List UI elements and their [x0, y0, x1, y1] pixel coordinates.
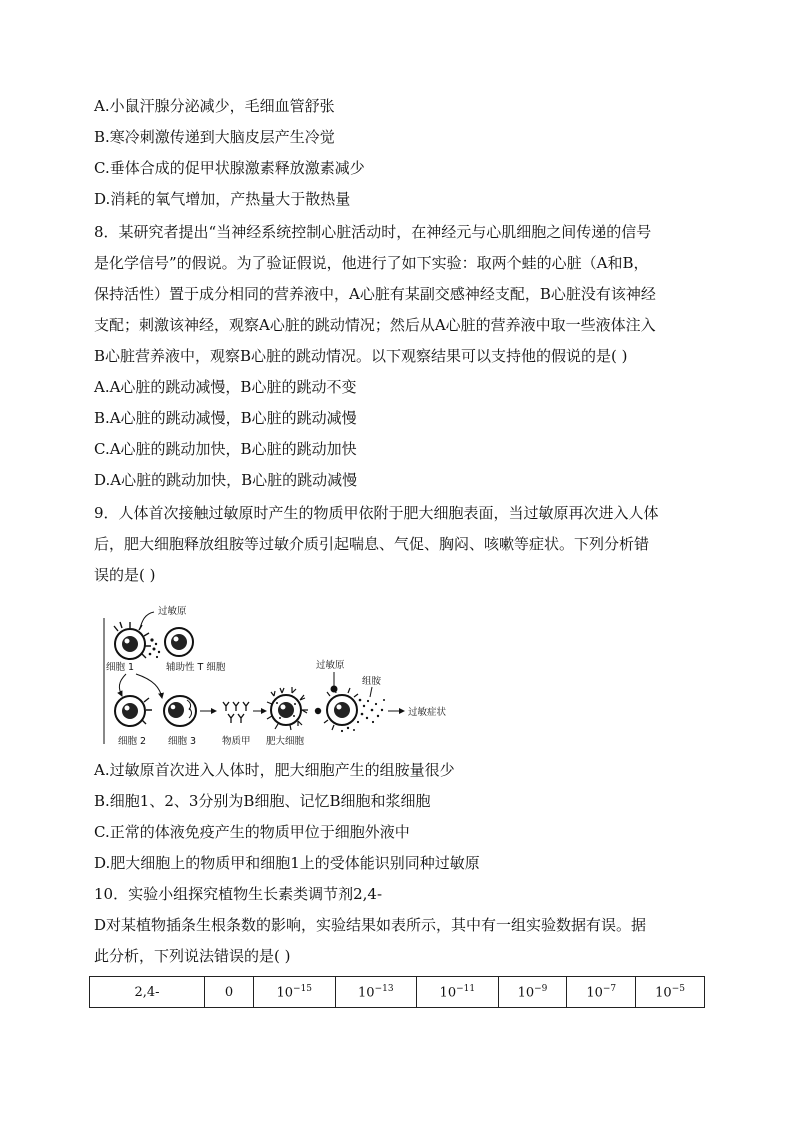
histamine-label: 组胺	[362, 676, 382, 687]
allergy-mechanism-figure	[96, 604, 510, 750]
cell-2-label: 细胞 2	[118, 736, 147, 747]
cell-1-label: 细胞 1	[106, 662, 135, 673]
table-cell: $10^{-13}$	[335, 977, 417, 1008]
substance-a-label: 物质甲	[222, 736, 251, 747]
q9-stem-line: 误的是( )	[94, 566, 156, 584]
q10-stem-line: 此分析，下列说法错误的是( )	[94, 947, 291, 965]
allergen-right-label: 过敏原	[316, 660, 345, 671]
q8-stem-line: B心脏营养液中，观察B心脏的跳动情况。以下观察结果可以支持他的假说的是( )	[94, 347, 628, 365]
symptom-label: 过敏症状	[408, 707, 447, 718]
allergen-particles	[149, 638, 161, 658]
q7-option-b: B.寒冷刺激传递到大脑皮层产生冷觉	[94, 128, 335, 146]
q7-option-a: A.小鼠汗腺分泌减少，毛细血管舒张	[94, 97, 335, 115]
allergen-particle-right	[331, 686, 338, 693]
q8-option-a: A.A心脏的跳动减慢，B心脏的跳动不变	[94, 378, 357, 396]
q8-stem-line: 保持活性）置于成分相同的营养液中，A心脏有某副交感神经支配，B心脏没有该神经	[94, 285, 656, 303]
q9-option-a: A.过敏原首次进入人体时，肥大细胞产生的组胺量很少	[94, 761, 455, 779]
helper-t-cell-drawing	[165, 628, 193, 656]
q8-stem-line: 8．某研究者提出“当神经系统控制心脏活动时，在神经元与心肌细胞之间传递的信号	[94, 223, 652, 241]
q9-option-d: D.肥大细胞上的物质甲和细胞1上的受体能识别同种过敏原	[94, 854, 480, 872]
table-cell: 0	[205, 977, 254, 1008]
table-cell: $10^{-11}$	[417, 977, 499, 1008]
q9-stem-line: 后，肥大细胞释放组胺等过敏介质引起喘息、气促、胸闷、咳嗽等症状。下列分析错	[94, 535, 650, 553]
substance-a-antibodies	[223, 702, 249, 723]
degranulating-mast-cell-drawing	[324, 688, 358, 730]
arrow-cell1-to-cell3	[136, 674, 162, 698]
allergen-top-label: 过敏原	[158, 606, 187, 617]
mast-cell-drawing	[267, 687, 308, 730]
allergen-particle-mid	[315, 708, 321, 714]
table-cell: $10^{-7}$	[567, 977, 636, 1008]
q10-results-table	[89, 976, 705, 1008]
q10-stem-line: 10．实验小组探究植物生长素类调节剂2,4-	[94, 885, 383, 903]
q7-option-c: C.垂体合成的促甲状腺激素释放激素减少	[94, 159, 365, 177]
q8-option-d: D.A心脏的跳动加快，B心脏的跳动减慢	[94, 471, 358, 489]
table-cell: $10^{-15}$	[254, 977, 336, 1008]
arrow-cell1-to-cell2	[119, 674, 126, 696]
histamine-pointer	[370, 687, 372, 697]
cell-3-label: 细胞 3	[168, 736, 197, 747]
table-cell: $10^{-9}$	[498, 977, 567, 1008]
q8-stem-line: 是化学信号”的假说。为了验证假说，他进行了如下实验：取两个蛙的心脏（A和B，	[94, 254, 649, 272]
q9-option-b: B.细胞1、2、3分别为B细胞、记忆B细胞和浆细胞	[94, 792, 431, 810]
q10-stem-line: D对某植物插条生根条数的影响，实验结果如表所示，其中有一组实验数据有误。据	[94, 916, 647, 934]
mast-cell-label: 肥大细胞	[266, 736, 305, 747]
table-cell: $10^{-5}$	[636, 977, 705, 1008]
q8-stem-line: 支配；刺激该神经，观察A心脏的跳动情况；然后从A心脏的营养液中取一些液体注入	[94, 316, 656, 334]
cell-3-drawing	[164, 696, 196, 726]
table-header-cell: 2,4-	[90, 977, 205, 1008]
q9-stem-line: 9．人体首次接触过敏原时产生的物质甲依附于肥大细胞表面，当过敏原再次进入人体	[94, 504, 659, 522]
q8-option-b: B.A心脏的跳动减慢，B心脏的跳动减慢	[94, 409, 357, 427]
table-row	[90, 977, 705, 1008]
helper-t-cell-label: 辅助性 T 细胞	[166, 662, 226, 673]
q9-option-c: C.正常的体液免疫产生的物质甲位于细胞外液中	[94, 823, 410, 841]
q7-option-d: D.消耗的氧气增加，产热量大于散热量	[94, 190, 351, 208]
cell-2-drawing	[115, 696, 152, 726]
q8-option-c: C.A心脏的跳动加快，B心脏的跳动加快	[94, 440, 357, 458]
cell-1-drawing	[114, 622, 151, 659]
